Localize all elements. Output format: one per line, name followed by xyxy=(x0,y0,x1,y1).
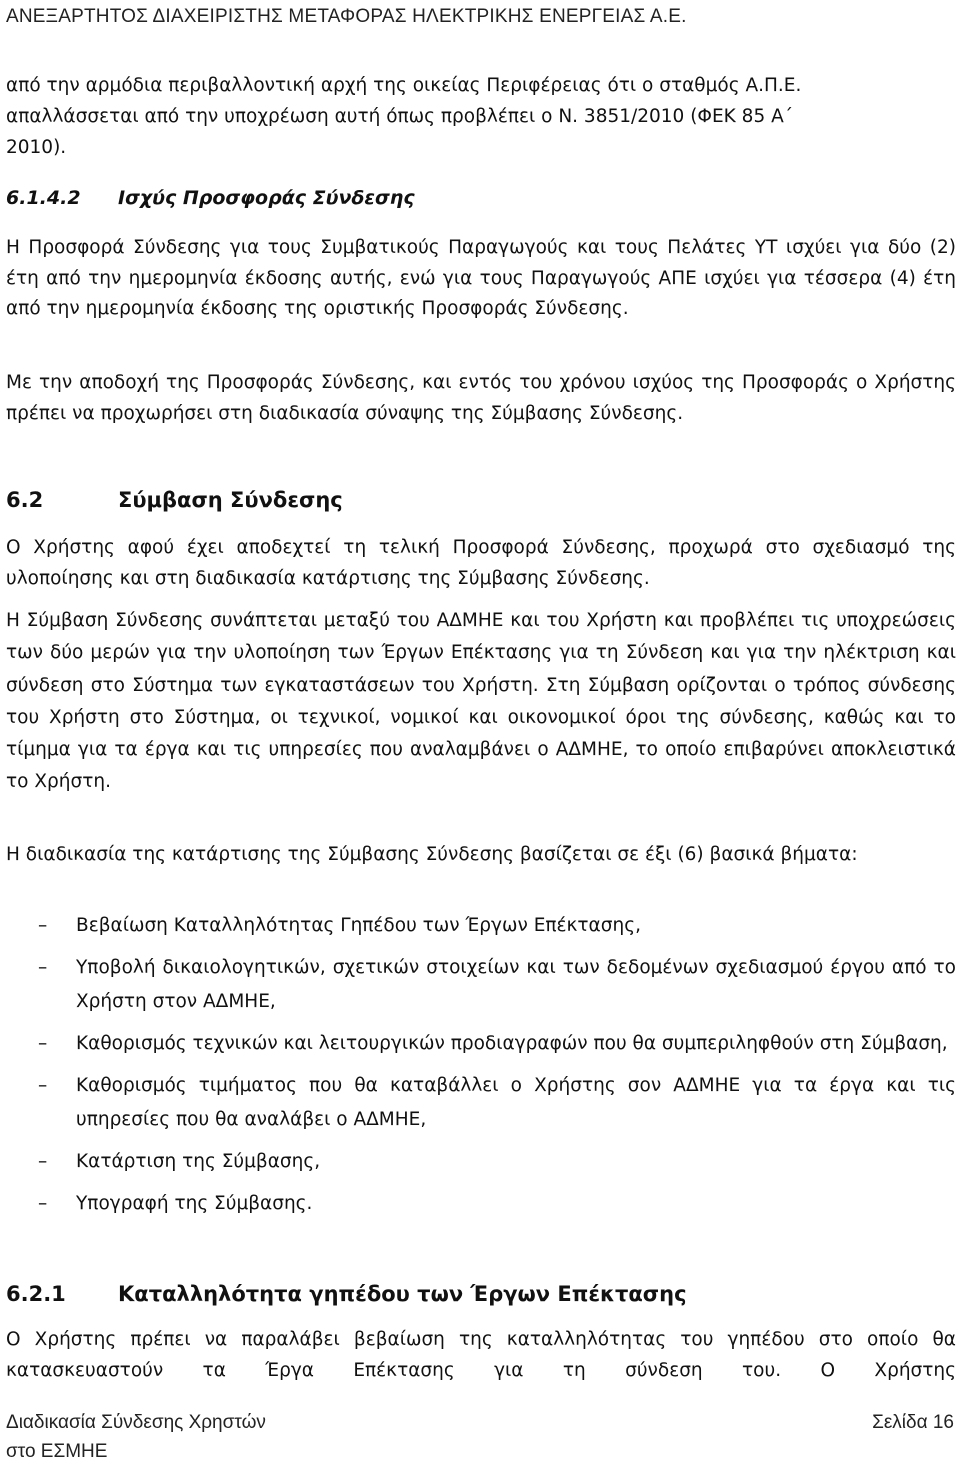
steps-list xyxy=(6,909,956,1229)
section-number: 6.2.1 xyxy=(6,1282,66,1306)
list-item xyxy=(6,909,956,943)
section-title: Ισχύς Προσφοράς Σύνδεσης xyxy=(118,187,415,209)
paragraph xyxy=(6,533,956,594)
footer-line: Διαδικασία Σύνδεσης Χρηστών xyxy=(6,1412,266,1433)
paragraph xyxy=(6,1325,956,1386)
paragraph xyxy=(6,840,956,871)
paragraph-text: Ο Χρήστης πρέπει να παραλάβει βεβαίωση της καταλληλότητας του γηπέδου στο οποίο θα κατασκευαστούν τα Έργα Επέκτασης για τη σύνδεση του. Ο Χρήστης xyxy=(6,1329,956,1381)
section-title: Καταλληλότητα γηπέδου των Έργων Επέκτασης xyxy=(118,1282,687,1306)
paragraph-text: Η διαδικασία της κατάρτισης της Σύμβασης Σύνδεσης βασίζεται σε έξι (6) βασικά βήματα: xyxy=(6,844,858,865)
footer-line: στο ΕΣΜΗΕ xyxy=(6,1441,108,1462)
section-number: 6.2 xyxy=(6,488,44,512)
intro-line: 2010). xyxy=(6,137,67,158)
paragraph xyxy=(6,233,956,325)
list-item-text: Υπογραφή της Σύμβασης. xyxy=(76,1193,313,1214)
page-number: Σελίδα 16 xyxy=(872,1412,954,1433)
dash-marker: – xyxy=(38,1151,48,1172)
list-item-text: Κατάρτιση της Σύμβασης, xyxy=(76,1151,321,1172)
intro-line: από την αρμόδια περιβαλλοντική αρχή της οικείας Περιφέρειας ότι ο σταθμός Α.Π.Ε. xyxy=(6,75,802,96)
dash-marker: – xyxy=(38,957,48,978)
paragraph xyxy=(6,368,956,429)
intro-paragraph xyxy=(6,70,956,163)
page-header: ΑΝΕΞΑΡΤΗΤΟΣ ΔΙΑΧΕΙΡΙΣΤΗΣ ΜΕΤΑΦΟΡΑΣ ΗΛΕΚΤΡΙΚΗΣ ΕΝΕΡΓΕΙΑΣ Α.Ε. xyxy=(6,6,687,27)
dash-marker: – xyxy=(38,1193,48,1214)
paragraph-text: Η Σύμβαση Σύνδεσης συνάπτεται μεταξύ του ΑΔΜΗΕ και του Χρήστη και προβλέπει τις υποχρεώσεις των δύο μερών για την υλοποίηση των Έργων Επέκτασης για τη Σύνδεση και για την ηλέκτριση και σύνδεση στο Σύστημα των εγκαταστάσεων του Χρήστη. Στη Σύμβαση ορίζονται ο τρόπος σύνδεσης του Χρήστη στο Σύστημα, οι τεχνικοί, νομικοί και οικονομικοί όροι της σύνδεσης, καθώς και το τίμημα για τα έργα και τις υπηρεσίες που αναλαμβάνει ο ΑΔΜΗΕ, το οποίο επιβαρύνει αποκλειστικά το Χρήστη. xyxy=(6,610,956,793)
page-footer-title xyxy=(6,1407,266,1465)
list-item-text: Βεβαίωση Καταλληλότητας Γηπέδου των Έργων Επέκτασης, xyxy=(76,915,641,936)
section-heading-6-2 xyxy=(6,484,956,516)
list-item-text: Υποβολή δικαιολογητικών, σχετικών στοιχείων και των δεδομένων σχεδιασμού έργου από το Χρήστη στον ΑΔΜΗΕ, xyxy=(76,957,956,1012)
paragraph-text: Ο Χρήστης αφού έχει αποδεχτεί τη τελική Προσφορά Σύνδεσης, προχωρά στο σχεδιασμό της υλοποίησης και στη διαδικασία κατάρτισης της Σύμβασης Σύνδεσης. xyxy=(6,537,956,589)
list-item-text: Καθορισμός τεχνικών και λειτουργικών προδιαγραφών που θα συμπεριληφθούν στη Σύμβαση, xyxy=(76,1033,948,1054)
intro-line: απαλλάσσεται από την υποχρέωση αυτή όπως προβλέπει ο Ν. 3851/2010 (ΦΕΚ 85 Α΄ xyxy=(6,106,794,127)
list-item xyxy=(6,1187,956,1221)
list-item xyxy=(6,1145,956,1179)
list-item xyxy=(6,1027,956,1061)
paragraph-text: Με την αποδοχή της Προσφοράς Σύνδεσης, και εντός του χρόνου ισχύος της Προσφοράς ο Χρήστης πρέπει να προχωρήσει στη διαδικασία σύναψης της Σύμβασης Σύνδεσης. xyxy=(6,372,956,424)
paragraph-text: Η Προσφορά Σύνδεσης για τους Συμβατικούς Παραγωγούς και τους Πελάτες ΥΤ ισχύει για δύο (2) έτη από την ημερομηνία έκδοσης αυτής, ενώ για τους Παραγωγούς ΑΠΕ ισχύει για τέσσερα (4) έτη από την ημερομηνία έκδοσης της οριστικής Προσφοράς Σύνδεσης. xyxy=(6,237,956,319)
list-item-text: Καθορισμός τιμήματος που θα καταβάλλει ο Χρήστης σον ΑΔΜΗΕ για τα έργα και τις υπηρεσίες που θα αναλάβει ο ΑΔΜΗΕ, xyxy=(76,1075,956,1130)
section-heading-6-1-4-2 xyxy=(6,183,956,213)
dash-marker: – xyxy=(38,915,48,936)
dash-marker: – xyxy=(38,1075,48,1096)
list-item xyxy=(6,1069,956,1137)
list-item xyxy=(6,951,956,1019)
paragraph xyxy=(6,605,956,799)
section-title: Σύμβαση Σύνδεσης xyxy=(118,488,343,512)
section-number: 6.1.4.2 xyxy=(6,187,81,209)
dash-marker: – xyxy=(38,1033,48,1054)
section-heading-6-2-1 xyxy=(6,1278,956,1310)
